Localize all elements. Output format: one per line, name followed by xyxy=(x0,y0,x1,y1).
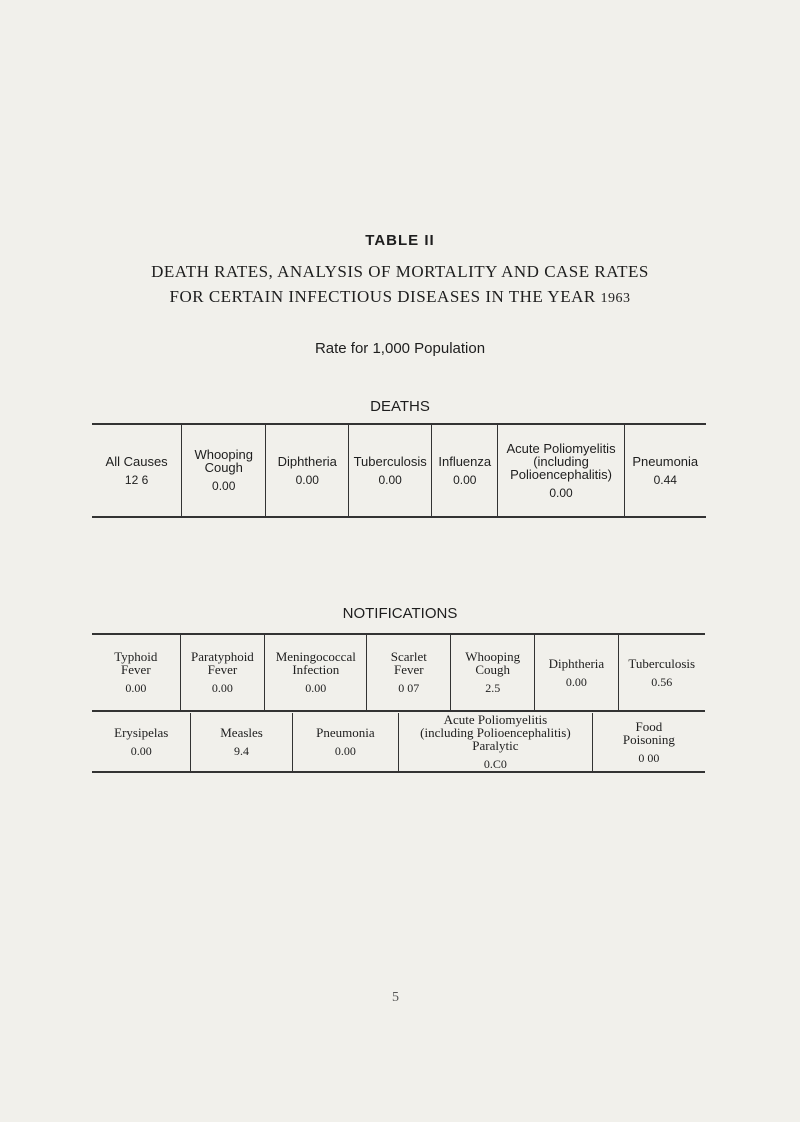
table-cell xyxy=(92,424,182,517)
header-line: Scarlet xyxy=(390,649,427,664)
cell-value: 0.00 xyxy=(334,744,356,758)
header-line: (including Polioencephalitis) xyxy=(420,725,571,740)
column-header xyxy=(349,455,431,468)
cell-value: 0.00 xyxy=(565,674,587,689)
cell-value: 0.00 xyxy=(125,681,147,695)
table-cell xyxy=(618,634,705,711)
header-line: Fever xyxy=(207,662,238,677)
table-cell xyxy=(92,713,191,772)
table-title: TABLE II xyxy=(365,232,435,249)
header-line: Acute Poliomyelitis xyxy=(506,440,616,456)
header-line: Fever xyxy=(121,662,151,677)
column-header xyxy=(399,713,592,752)
column-header xyxy=(432,455,497,468)
header-line: Diphtheria xyxy=(548,655,605,671)
header-line: Fever xyxy=(393,662,424,677)
column-header xyxy=(92,455,181,468)
header-line: Pneumonia xyxy=(632,453,699,469)
notifications-title: NOTIFICATIONS xyxy=(342,605,458,622)
cell-value: 0.00 xyxy=(211,681,233,695)
cell-value: 0.00 xyxy=(212,479,236,493)
table-cell xyxy=(535,634,618,711)
table-cell xyxy=(266,424,349,517)
header-line: Meningococcal xyxy=(275,649,356,664)
deaths-table xyxy=(92,423,706,518)
header-line: Measles xyxy=(220,725,263,740)
header-line: Diphtheria xyxy=(277,453,337,469)
header-line: Paralytic xyxy=(472,738,519,753)
table-cell xyxy=(432,424,498,517)
header-line: All Causes xyxy=(105,453,168,469)
header-line: Influenza xyxy=(438,453,492,469)
cell-value: 2.5 xyxy=(485,681,501,695)
column-header xyxy=(92,650,180,676)
header-line: Typhoid xyxy=(114,649,158,664)
column-header xyxy=(619,657,706,670)
subtitle: Rate for 1,000 Population xyxy=(314,340,486,357)
header-line: Cough xyxy=(475,662,511,677)
cell-value: 0.00 xyxy=(549,485,573,500)
column-header xyxy=(535,657,617,670)
year: 1963 xyxy=(600,291,631,306)
table-cell xyxy=(292,713,398,772)
cell-value: 0.00 xyxy=(453,472,477,487)
cell-value: 0.56 xyxy=(651,674,673,689)
header-line: Food xyxy=(635,718,663,734)
notifications-table-row2 xyxy=(92,713,705,773)
table-cell xyxy=(349,424,432,517)
cell-value: 0 00 xyxy=(638,750,660,765)
header-line: Whooping xyxy=(194,447,253,462)
cell-value: 0.00 xyxy=(130,744,152,758)
cell-value: 0 07 xyxy=(398,681,420,695)
table-cell xyxy=(265,634,367,711)
column-header xyxy=(266,455,348,468)
table-cell xyxy=(191,713,292,772)
table-cell xyxy=(182,424,266,517)
header-line: Erysipelas xyxy=(114,725,169,740)
cell-value: 12 6 xyxy=(124,472,149,487)
header-line: Poisoning xyxy=(622,731,675,747)
heading-line-1: DEATH RATES, ANALYSIS OF MORTALITY AND CASE RATES xyxy=(151,262,649,281)
table-cell xyxy=(451,634,535,711)
header-line: Paratyphoid xyxy=(190,649,254,664)
column-header xyxy=(265,650,366,676)
column-header xyxy=(625,455,706,468)
table-cell xyxy=(624,424,706,517)
table-cell xyxy=(180,634,264,711)
table-cell xyxy=(399,713,593,772)
column-header xyxy=(498,442,623,481)
table-cell xyxy=(92,634,180,711)
header-line: Tuberculosis xyxy=(353,453,427,469)
table-cell xyxy=(592,713,705,772)
column-header xyxy=(191,726,291,739)
column-header xyxy=(367,650,450,676)
page-number: 5 xyxy=(392,990,399,1005)
table-cell xyxy=(367,634,451,711)
header-line: Pneumonia xyxy=(316,725,375,740)
cell-value: 0.00 xyxy=(305,681,327,695)
header-line: Polioencephalitis) xyxy=(510,466,612,482)
cell-value: 0.44 xyxy=(653,472,677,487)
column-header xyxy=(451,650,534,676)
header-line: Acute Poliomyelitis xyxy=(443,712,548,727)
column-header xyxy=(92,726,190,739)
column-header xyxy=(182,448,265,474)
table-cell xyxy=(498,424,624,517)
header-line: Infection xyxy=(292,662,340,677)
heading-line-2 xyxy=(0,287,800,307)
cell-value: 0.00 xyxy=(378,472,402,487)
heading-text: FOR CERTAIN INFECTIOUS DISEASES IN THE YEAR xyxy=(169,287,596,306)
header-line: Whooping xyxy=(465,649,521,664)
column-header xyxy=(293,726,398,739)
header-line: Tuberculosis xyxy=(628,655,696,671)
deaths-title: DEATHS xyxy=(370,398,430,415)
cell-value: 0.C0 xyxy=(483,757,507,771)
cell-value: 9.4 xyxy=(234,744,250,758)
notifications-table-row1 xyxy=(92,633,705,712)
column-header xyxy=(593,720,705,746)
header-line: Cough xyxy=(204,460,243,475)
column-header xyxy=(181,650,264,676)
header-line: (including xyxy=(533,453,589,469)
cell-value: 0.00 xyxy=(295,472,319,487)
